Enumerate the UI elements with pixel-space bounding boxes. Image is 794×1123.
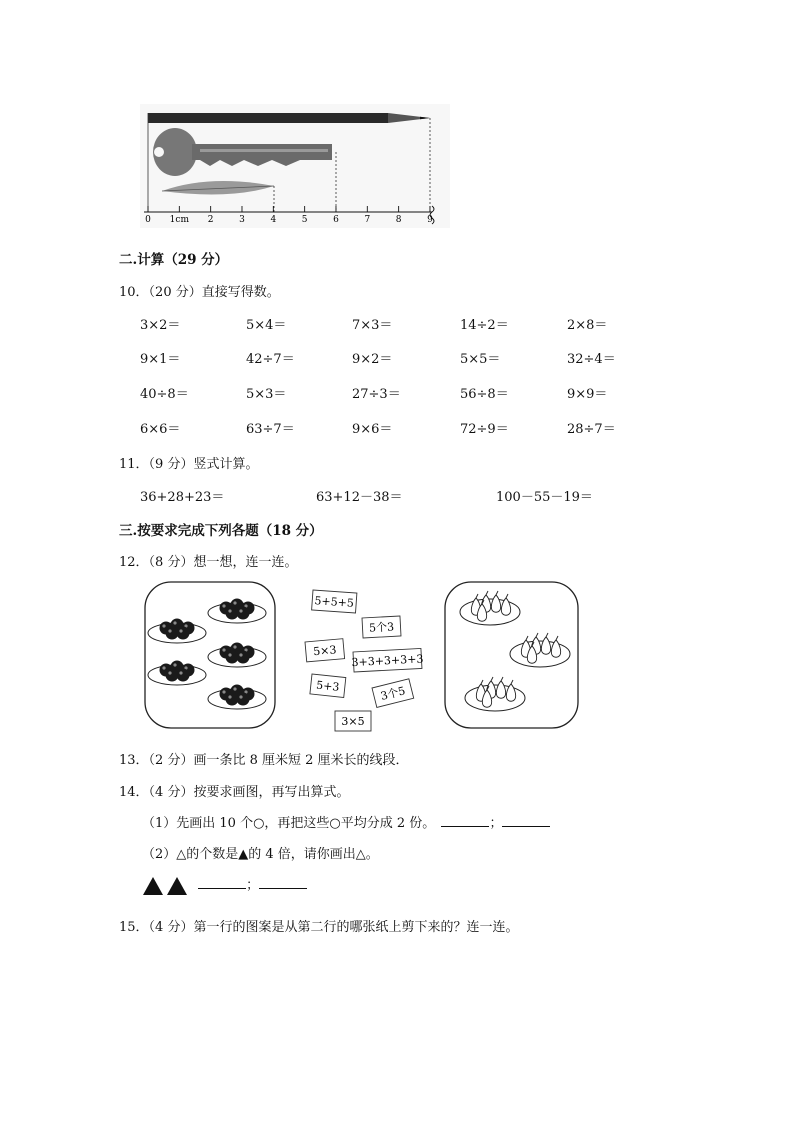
- expression-card: [305, 639, 345, 662]
- q14-part1-text: （1）先画出 10 个○，再把这些○平均分成 2 份。: [142, 816, 436, 831]
- ruler-tick-label: 1cm: [169, 215, 189, 225]
- q10-title: 10．（20 分）直接写得数。: [119, 285, 280, 300]
- q11-item-1: 36+28+23＝: [140, 490, 225, 505]
- answer-blank[interactable]: [198, 876, 246, 889]
- q10-expression: 40÷8＝: [140, 387, 189, 402]
- q10-expression: 9×1＝: [140, 352, 181, 367]
- q10-expression: 32÷4＝: [567, 352, 616, 367]
- card-text: 3个5: [379, 684, 407, 703]
- card-text: 5+3: [315, 678, 341, 694]
- q14-title: 14．（4 分）按要求画图，再写出算式。: [119, 785, 350, 800]
- separator: ；: [246, 878, 260, 893]
- q10-expression: 14÷2＝: [460, 318, 509, 333]
- q10-expression: 63÷7＝: [246, 422, 295, 437]
- q10-expression: 27÷3＝: [352, 387, 401, 402]
- apple-icon: [237, 651, 250, 664]
- q15-text: 15．（4 分）第一行的图案是从第二行的哪张纸上剪下来的？连一连。: [119, 920, 519, 935]
- q10-expression: 9×2＝: [352, 352, 393, 367]
- q10-expression: 9×9＝: [567, 387, 608, 402]
- answer-blank[interactable]: [502, 814, 550, 827]
- q10-expression: 9×6＝: [352, 422, 393, 437]
- apple-plate: [148, 619, 206, 644]
- q12-title: 12．（8 分）想一想，连一连。: [119, 555, 298, 570]
- expression-card: [351, 648, 424, 672]
- q11-title: 11．（9 分）竖式计算。: [119, 457, 259, 472]
- answer-blank[interactable]: [441, 814, 489, 827]
- q10-expression: 72÷9＝: [460, 422, 509, 437]
- expression-card: [312, 590, 357, 613]
- q11-item-3: 100－55－19＝: [496, 490, 593, 505]
- q10-expression: 56÷8＝: [460, 387, 509, 402]
- apple-icon: [237, 693, 250, 706]
- section3-title: 三.按要求完成下列各题（18 分）: [119, 523, 323, 539]
- q14-part1: [142, 812, 550, 831]
- ruler-tick-label: 5: [301, 215, 308, 225]
- pear-plate: [510, 633, 570, 667]
- apple-plate: [208, 599, 266, 624]
- ruler-tick-label: 9: [427, 215, 433, 225]
- ruler-tick-label: 7: [364, 215, 371, 225]
- ruler-figure: [140, 104, 460, 234]
- expression-card: [310, 674, 346, 697]
- q10-expression: 2×8＝: [567, 318, 608, 333]
- apple-plate: [208, 643, 266, 668]
- separator: ；: [489, 816, 503, 831]
- q10-expression: 28÷7＝: [567, 422, 616, 437]
- ruler-tick-label: 3: [239, 215, 245, 225]
- q10-expression: 42÷7＝: [246, 352, 295, 367]
- section2-title: 二.计算（29 分）: [119, 252, 229, 268]
- ruler-tick-label: 4: [270, 215, 277, 225]
- apple-plate: [208, 685, 266, 710]
- q10-expression: 3×2＝: [140, 318, 181, 333]
- q10-expression: 5×5＝: [460, 352, 501, 367]
- card-text: 5+5+5: [314, 594, 355, 610]
- card-text: 3+3+3+3+3: [351, 652, 424, 670]
- q10-expression: 5×4＝: [246, 318, 287, 333]
- expression-card: [362, 616, 401, 638]
- ruler-tick-label: 6: [333, 215, 339, 225]
- ruler-tick-label: 2: [207, 215, 214, 225]
- apple-icon: [177, 627, 190, 640]
- expression-card: [372, 679, 414, 708]
- ruler-tick-label: 8: [395, 215, 402, 225]
- q12-figure: [140, 578, 585, 733]
- q14-part2: （2）△的个数是▲的 4 倍，请你画出△。: [142, 847, 379, 862]
- apple-icon: [177, 669, 190, 682]
- q13-text: 13．（2 分）画一条比 8 厘米短 2 厘米长的线段．: [119, 753, 409, 768]
- expression-card: [335, 711, 371, 731]
- pencil-image: [148, 113, 430, 123]
- apple-plate: [148, 661, 206, 686]
- card-text: 5×3: [312, 643, 337, 659]
- q14-triangles-row: [142, 874, 307, 896]
- q10-expression: 5×3＝: [246, 387, 287, 402]
- q11-item-2: 63+12－38＝: [316, 490, 403, 505]
- filled-triangle-icon: [142, 876, 188, 896]
- q10-expression: 7×3＝: [352, 318, 393, 333]
- pear-icon: [491, 595, 500, 612]
- pear-plate: [460, 591, 520, 625]
- card-text: 5个3: [368, 620, 395, 635]
- pear-plate: [465, 677, 525, 711]
- pear-icon: [541, 637, 550, 654]
- q10-expression: 6×6＝: [140, 422, 181, 437]
- ruler-tick-label: 0: [145, 215, 151, 225]
- apple-icon: [237, 607, 250, 620]
- pear-icon: [496, 681, 505, 698]
- answer-blank[interactable]: [259, 876, 307, 889]
- card-text: 3×5: [341, 715, 365, 728]
